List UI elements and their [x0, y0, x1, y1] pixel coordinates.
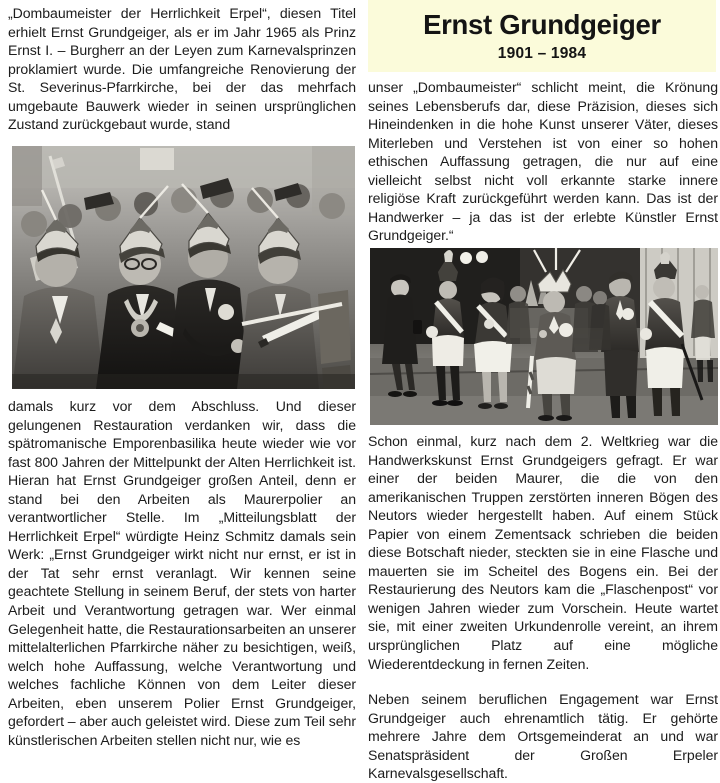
- masthead-banner: [368, 0, 716, 72]
- right-column-text-middle: [368, 432, 718, 673]
- photo-right-graphic: [370, 248, 718, 425]
- photo-carnival-dignitaries: [12, 146, 355, 389]
- left-column-text-top: [8, 4, 356, 134]
- photo-carnival-parade: [370, 248, 718, 425]
- paragraph: Schon einmal, kurz nach dem 2. Weltkrieg war die Handwerkskunst Ernst Grundgeigers gefragt. Er war einer der beiden Maurer, die die von den amerikanischen Truppen zerstörten inneren Bögen des Neutors wieder hergestellt haben. Auf einem Stück Papier von einem Zementsack schrieben die beiden diese Botschaft nieder, steckten sie in eine Flasche und mauerten sie im Scheitel des Bogens ein. Bei der Restaurierung des Neutors kam die „Flaschenpost“ vor wenigen Jahren wieder zum Vorschein. Heute wartet sie, mit einer zweiten Urkundenrolle vereint, an ihrem ursprünglichen Platz auf eine mögliche Wiederentdeckung in fernen Zeiten.: [368, 433, 718, 672]
- paragraph: „Dombaumeister der Herrlichkeit Erpel“, diesen Titel erhielt Ernst Grundgeiger, als er im Jahr 1965 als Prinz Ernst I. – Burgherr an der Leyen zum Karnevalsprinzen proklamiert wurde. Die umfangreiche Renovierung der St. Severinus-Pfarrkirche, bei der das mehrfach umgebaute Bauwerk wieder in seinen ursprünglichen Zustand zurückgebaut wurde, stand: [8, 5, 356, 133]
- right-column-text-top: [368, 78, 718, 245]
- right-column-text-bottom: [368, 690, 718, 783]
- paragraph: unser „Dombaumeister“ schlicht meint, die Krönung seines Lebensberufs dar, diese Präzision, dieses sich Hineindenken in die hohe Kunst unserer Väter, dieses Miterleben und Verstehen ist von einer so hohen ethischen Auffassung getragen, die nur auf eine vielleicht selbst nicht voll erkannte starke innere religiöse Kraft zurückgeführt werden kann. Das ist der Handwerker – ja das ist der erlebte Künstler Ernst Grundgeiger.“: [368, 79, 718, 244]
- paragraph: Neben seinem beruflichen Engagement war Ernst Grundgeiger auch ehrenamtlich tätig. Er gehörte mehrere Jahre dem Ortsgemeinderat an und war Senatspräsident der Großen Erpeler Karnevalsgesellschaft.: [368, 691, 718, 782]
- photo-left-graphic: [12, 146, 355, 389]
- left-column-text-bottom: [8, 397, 356, 749]
- life-dates: 1901 – 1984: [497, 44, 587, 62]
- paragraph: damals kurz vor dem Abschluss. Und dieser gelungenen Restauration verdanken wir, dass die spätromanische Emporenbasilika heute wieder wie vor fast 800 Jahren der Mittelpunkt der Alten Herrlichkeit ist. Hieran hat Ernst Grundgeiger großen Anteil, denn er stand bei den Arbeiten als Maurerpolier an verantwortlicher Stelle. Im „Mitteilungsblatt der Herrlichkeit Erpel“ würdigte Heinz Schmitz damals sein Werk: „Ernst Grundgeiger wirkt nicht nur ernst, er ist in der Tat sehr ernst veranlagt. Wir kennen seine geachtete Stellung in seinem Beruf, der stets von harter Arbeit und Verantwortung getragen war. Wer einmal Gelegenheit hatte, die Restaurationsarbeiten an unserer mittelalterlichen Pfarrkirche näher zu besichtigen, weiß, welch hohe Auffassung, welche Verantwortung und welches fachliche Können von dem Leiter dieser Arbeiten, eben unserem Polier Ernst Grundgeiger, gefordert – aber auch geleistet wird. Diese zum Teil sehr künstlerischen Arbeiten stellen nicht nur, wie es: [8, 398, 356, 748]
- page-title: Ernst Grundgeiger: [423, 9, 661, 40]
